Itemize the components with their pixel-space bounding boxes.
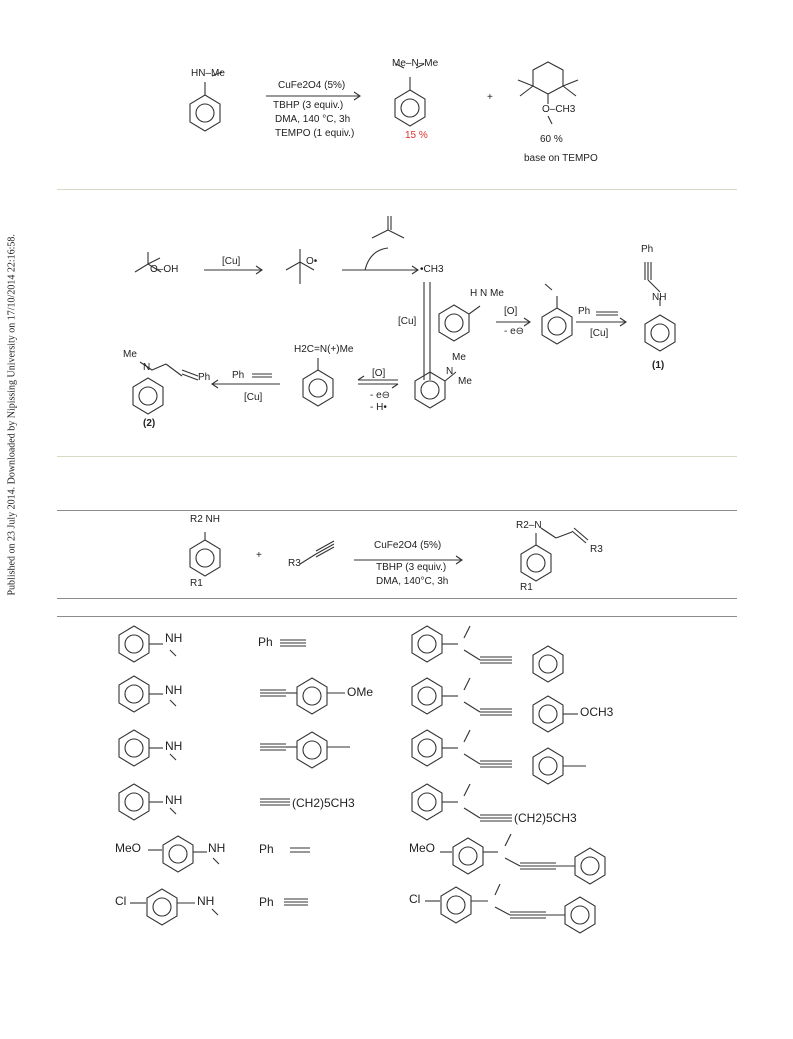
row1-amine-nh: NH [165,631,183,645]
row4-alkyne-chain: (CH2)5CH3 [292,796,355,810]
condition-solvent-3: DMA, 140°C, 3h [376,576,449,587]
product1-ph-label: Ph [641,244,654,255]
methyl-radical-label: •CH3 [420,264,444,275]
row3-amine-nh: NH [165,739,183,753]
reactant-amine-label: HN–Me [191,68,225,79]
cu-label-1: [Cu] [222,256,241,267]
cu-label-mid: [Cu] [590,328,609,339]
electron-loss-label-2: - e⊖ [370,390,391,401]
dma-n-label: N [446,366,454,377]
product2-me-label: Me [123,349,137,360]
row5-product-meo: MeO [409,841,436,855]
condition-catalyst: CuFe2O4 (5%) [278,80,346,91]
cu-label-low: [Cu] [244,392,263,403]
r1-label: R1 [190,578,203,589]
row4-amine-nh: NH [165,793,183,807]
r3-label: R3 [288,558,301,569]
condition-catalyst-3: CuFe2O4 (5%) [374,540,442,551]
row6-product-cl: Cl [409,892,421,906]
tempo-note: base on TEMPO [524,153,598,164]
product-amine-label: Me–N–Me [392,58,439,69]
publication-sidebar: Published on 23 July 2014. Downloaded by Nipissing University on 17/10/2014 22:16:58. [6,234,18,596]
tempo-yield: 60 % [540,134,563,145]
nh-me-label: H N Me [470,288,504,299]
row6-alkyne-ph: Ph [259,895,274,909]
product-yield: 15 % [405,130,428,141]
dma-me-label-1: Me [452,352,466,363]
condition-solvent: DMA, 140 °C, 3h [275,114,351,125]
r2-nh-label: R2 NH [190,514,221,525]
product2-n-label: N [143,362,151,373]
condition-oxidant-3: TBHP (3 equiv.) [376,562,447,573]
row6-amine-nh: NH [197,894,215,908]
tempo-adduct-label: O–CH3 [542,104,576,115]
product-r3-label: R3 [590,544,603,555]
row2-product-och3: OCH3 [580,705,614,719]
plus-sign-3: + [256,550,262,561]
product-r1-label: R1 [520,582,533,593]
product2-number: (2) [143,418,156,429]
oxidation-label-2: [O] [372,368,386,379]
tbhp-label: O–OH [150,264,179,275]
h-loss-label: - H• [370,402,387,413]
row6-amine-cl: Cl [115,894,127,908]
alkyne-ph-label-1: Ph [578,306,591,317]
cu-label-left: [Cu] [398,316,417,327]
row4-product-chain: (CH2)5CH3 [514,811,577,825]
electron-loss-label-1: - e⊖ [504,326,525,337]
oxidation-label-1: [O] [504,306,518,317]
row2-amine-nh: NH [165,683,183,697]
condition-oxidant: TBHP (3 equiv.) [273,100,344,111]
dma-me-label-2: Me [458,376,472,387]
alkyne-ph-label-2: Ph [232,370,245,381]
plus-sign: + [487,92,493,103]
condition-tempo: TEMPO (1 equiv.) [275,128,355,139]
product-r2n-label: R2–N [516,520,542,531]
row5-amine-nh: NH [208,841,226,855]
product2-ph-label: Ph [198,372,211,383]
row1-alkyne-ph: Ph [258,635,273,649]
row2-alkyne-ome: OMe [347,685,374,699]
row5-alkyne-ph: Ph [259,842,274,856]
iminium-label: H2C=N(+)Me [294,344,354,355]
product1-nh-label: NH [652,292,667,303]
row5-amine-meo: MeO [115,841,142,855]
tbuo-radical-label: O• [306,256,318,267]
product1-number: (1) [652,360,665,371]
